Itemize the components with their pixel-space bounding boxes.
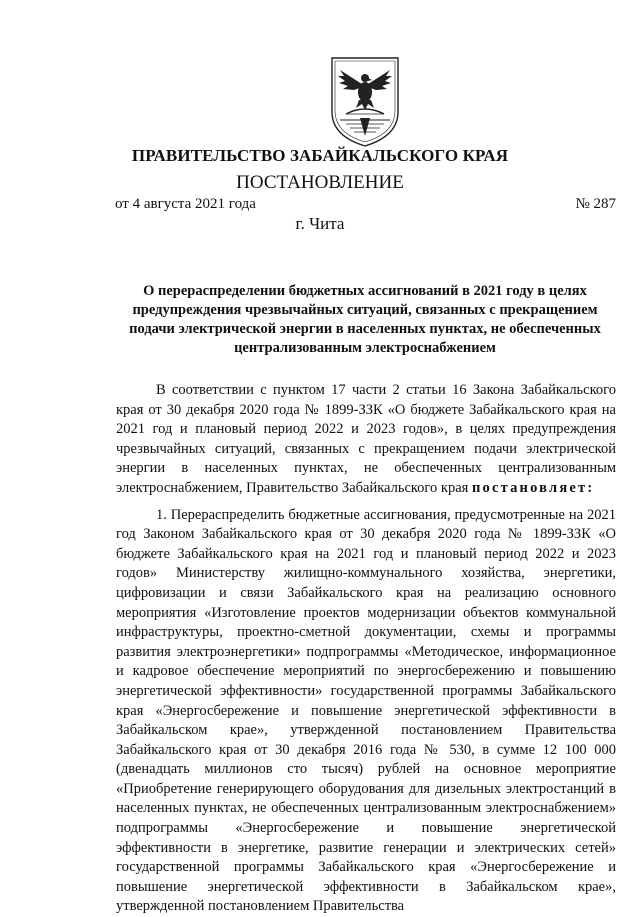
document-subject: О перераспределении бюджетных ассигнований в 2021 году в целях предупреждения чрезвычайных ситуаций, связанных с прекращением подачи электрической энергии в населенных пунктах, не обеспеченных централизованным электроснабжением (129, 283, 601, 356)
decree-word: постановляет: (471, 479, 595, 496)
coat-of-arms-eagle-icon (326, 52, 404, 148)
document-body (116, 381, 616, 917)
preamble-text: В соответствии с пунктом 17 части 2 статьи 16 Закона Забайкальского края от 30 декабря 2020 года № 1899-ЗЗК «О бюджете Забайкальского края на 2021 год и плановый период 2022 и 2023 годов», в целях предупреждения чрезвычайных ситуаций, связанных с прекращением подачи электрической энергии в населенных пунктах, не обеспеченных централизованным электроснабжением, Правительство Забайкальского края (116, 382, 616, 496)
document-date: от 4 августа 2021 года (115, 196, 256, 212)
government-title: ПРАВИТЕЛЬСТВО ЗАБАЙКАЛЬСКОГО КРАЯ (131, 146, 509, 165)
document-number: № 287 (575, 196, 616, 212)
document-type: ПОСТАНОВЛЕНИЕ (236, 172, 404, 193)
item-1-paragraph: 1. Перераспределить бюджетные ассигнования, предусмотренные на 2021 год Законом Забайкальского края от 30 декабря 2020 года № 1899-ЗЗК «О бюджете Забайкальского края на 2021 год и плановый период 2022 и 2023 годов» Министерству жилищно-коммунального хозяйства, энергетики, цифровизации и связи Забайкальского края на реализацию основного мероприятия «Изготовление проектов модернизации объектов коммунальной инфраструктуры, проектно-сметной документации, схемы и программы развития электроэнергетики» подпрограммы «Методическое, информационное и кадровое обеспечение мероприятий по энергосбережению и повышению энергетической эффективности» государственной программы Забайкальского края «Энергосбережение и повышение энергетической эффективности в Забайкальском крае», утвержденной постановлением Правительства Забайкальского края от 30 декабря 2016 года № 530, в сумме 12 100 000 (двенадцать миллионов сто тысяч) рублей на основное мероприятие «Приобретение генерирующего оборудования для дизельных электростанций в населенных пунктах, не обеспеченных централизованным электроснабжением» подпрограммы «Энергосбережение и повышение энергетической эффективности в энергетике, развитие генерации и электрических сетей» государственной программы Забайкальского края «Энергосбережение и повышение энергетической эффективности в Забайкальском крае», утвержденной постановлением Правительства (116, 506, 616, 915)
preamble-paragraph (116, 381, 616, 499)
document-city: г. Чита (295, 214, 345, 233)
